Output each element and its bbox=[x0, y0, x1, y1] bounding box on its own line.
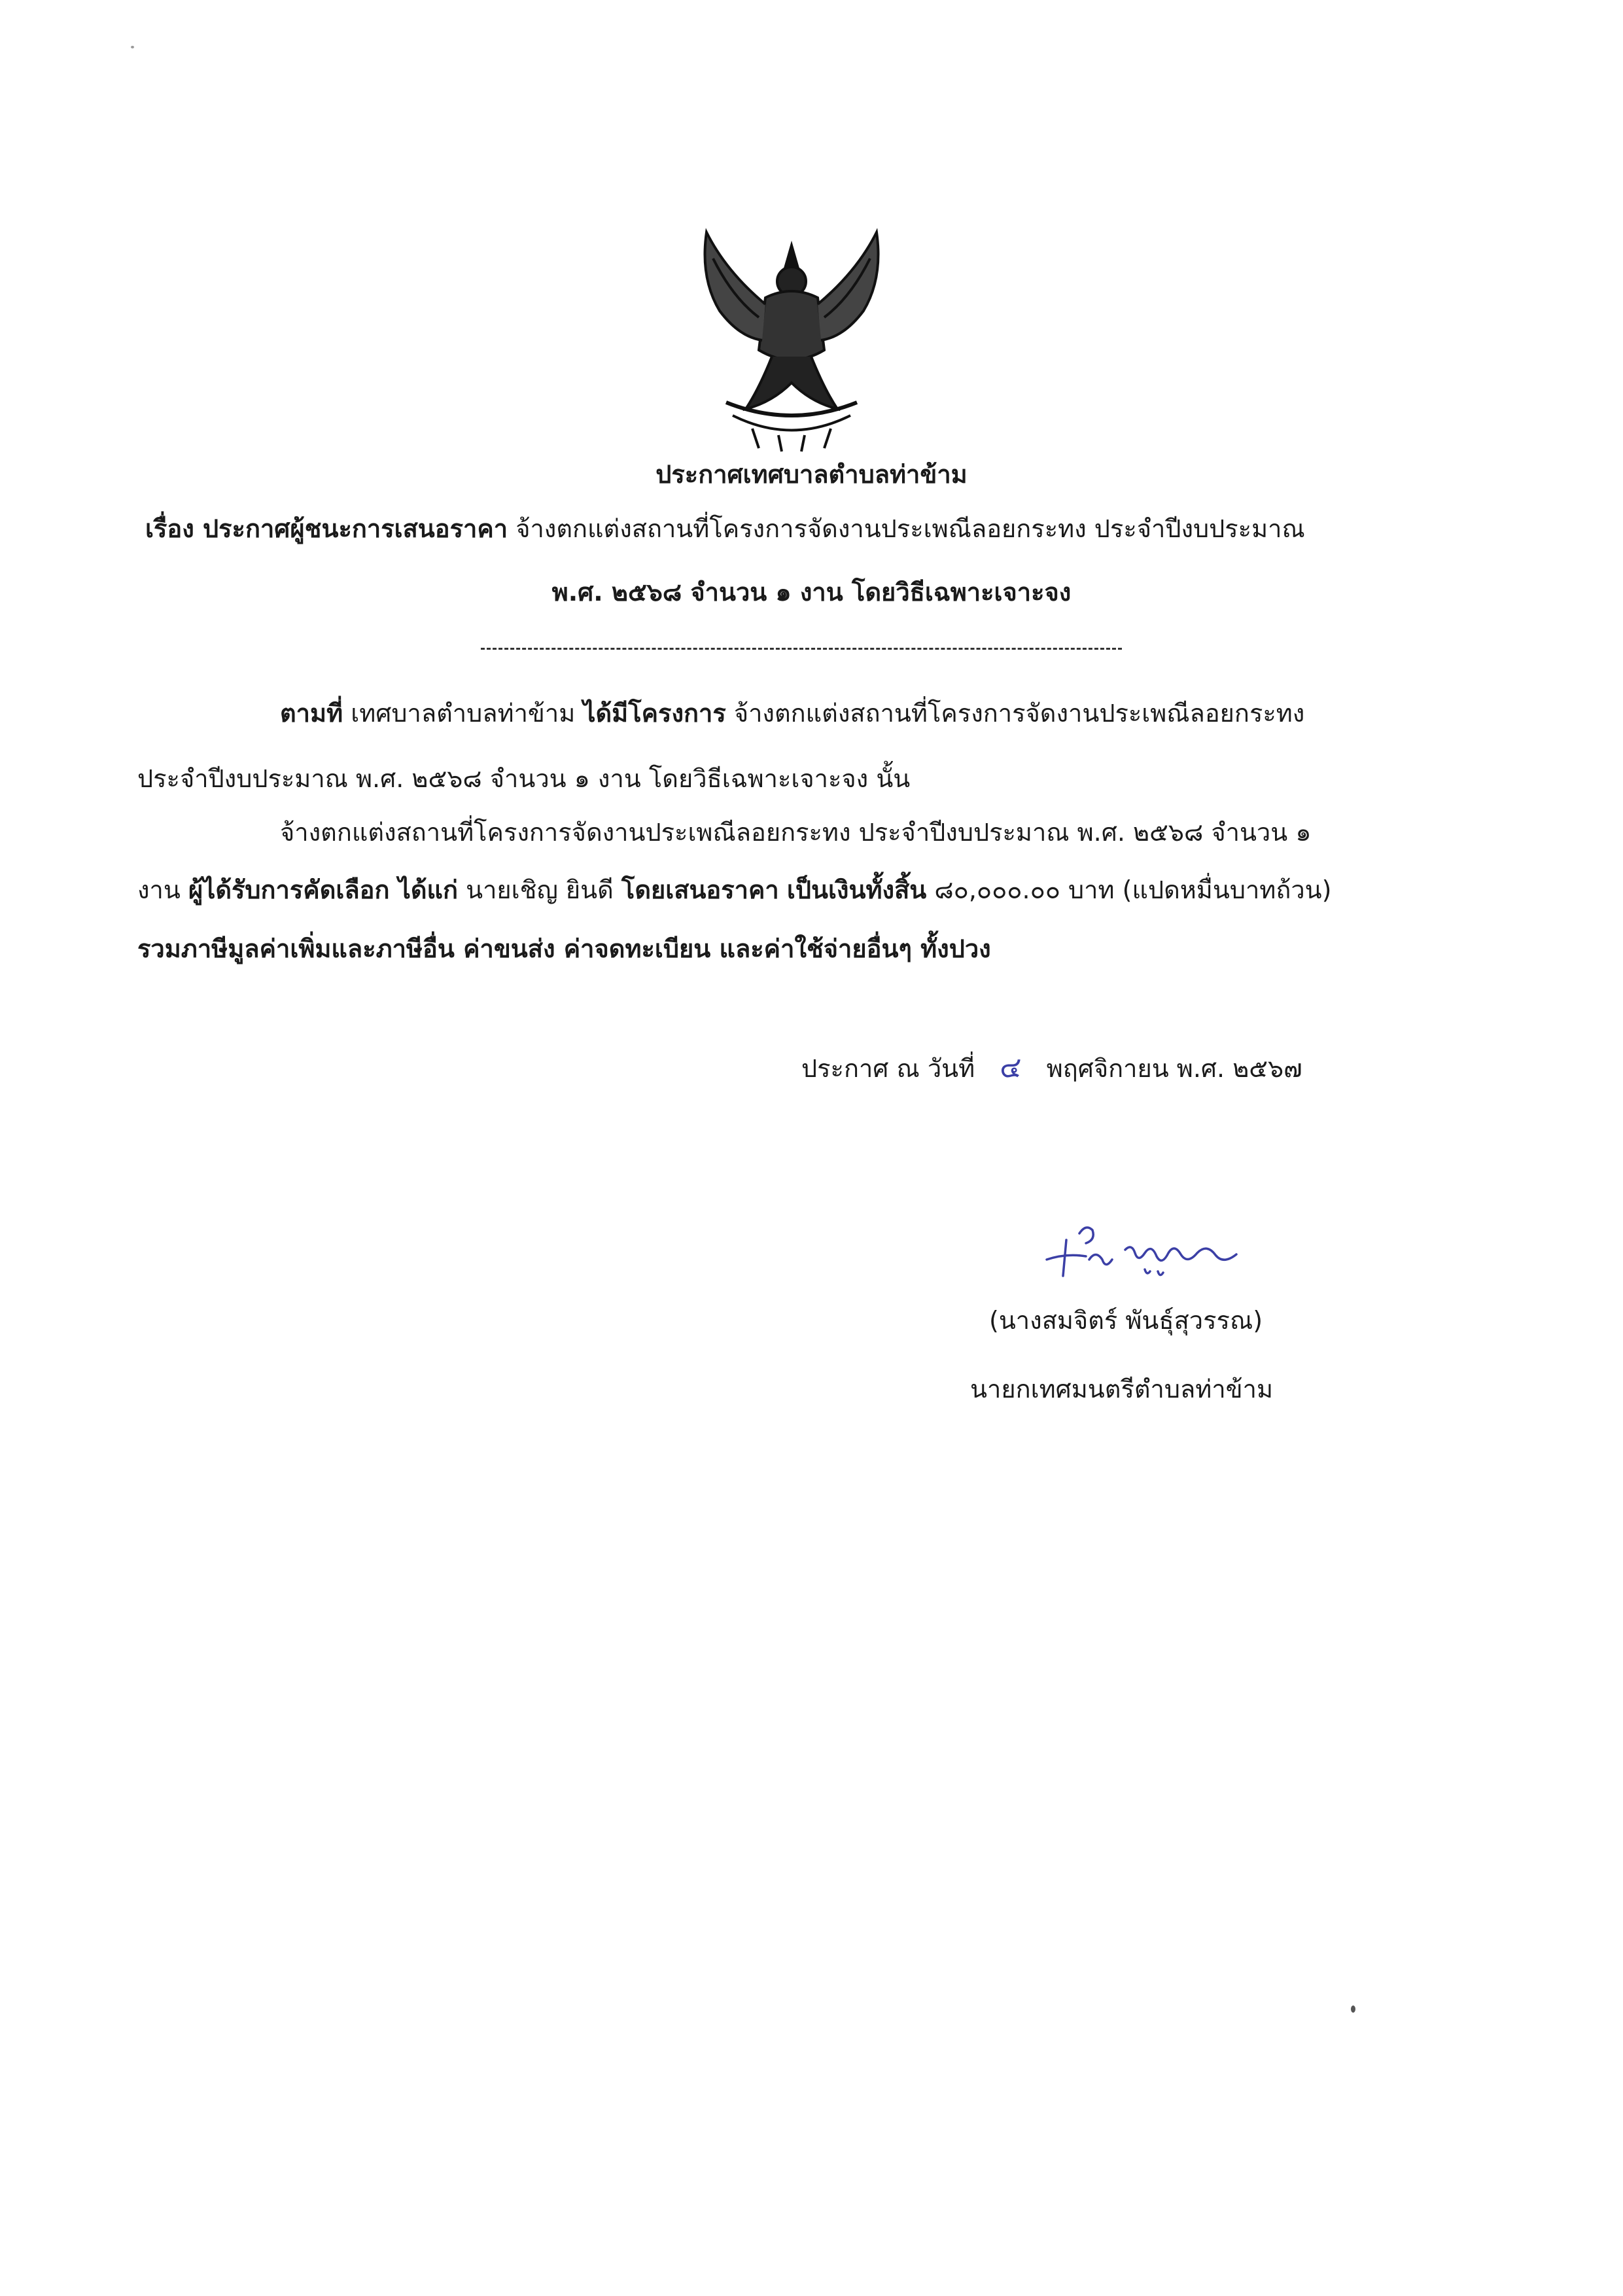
para2-amount: ๘๐,๐๐๐.๐๐ บาท (แปดหมื่นบาทถ้วน) bbox=[926, 875, 1332, 904]
para2-winner-name: นายเชิญ ยินดี bbox=[458, 875, 621, 904]
para1-project-label: ได้มีโครงการ bbox=[583, 699, 726, 728]
signer-position: นายกเทศมนตรีตำบลท่าข้าม bbox=[970, 1375, 1274, 1404]
scan-speck bbox=[1351, 2005, 1355, 2013]
date-prefix: ประกาศ ณ วันที่ bbox=[801, 1054, 975, 1083]
document-title: ประกาศเทศบาลตำบลท่าข้าม bbox=[655, 460, 968, 489]
handwritten-signature bbox=[1040, 1214, 1256, 1286]
divider bbox=[481, 648, 1122, 650]
subject-text: จ้างตกแต่งสถานที่โครงการจัดงานประเพณีลอยกระทง ประจำปีงบประมาณ bbox=[508, 514, 1305, 543]
signer-name: (นางสมจิตร์ พันธุ์สุวรรณ) bbox=[989, 1306, 1263, 1335]
paragraph-2-line-2 bbox=[137, 874, 1331, 906]
paragraph-2-line-1: จ้างตกแต่งสถานที่โครงการจัดงานประเพณีลอยกระทง ประจำปีงบประมาณ พ.ศ. ๒๕๖๘ จำนวน ๑ bbox=[280, 818, 1312, 847]
para2-offer-label: โดยเสนอราคา bbox=[621, 875, 779, 904]
subject-label: เรื่อง ประกาศผู้ชนะการเสนอราคา bbox=[145, 514, 508, 543]
paragraph-1-line-2: ประจำปีงบประมาณ พ.ศ. ๒๕๖๘ จำนวน ๑ งาน โดยวิธีเฉพาะเจาะจง นั้น bbox=[137, 764, 911, 793]
para2-work: งาน bbox=[137, 875, 188, 904]
para2-selected-label: ผู้ได้รับการคัดเลือก ได้แก่ bbox=[188, 875, 459, 904]
garuda-emblem-icon bbox=[687, 219, 896, 455]
announcement-date bbox=[801, 1051, 1302, 1085]
para2-total-label: เป็นเงินทั้งสิ้น bbox=[786, 875, 927, 904]
para1-lead: ตามที่ bbox=[280, 699, 343, 728]
subject-line-2: พ.ศ. ๒๕๖๘ จำนวน ๑ งาน โดยวิธีเฉพาะเจาะจง bbox=[551, 578, 1072, 607]
paragraph-1-line-1 bbox=[280, 697, 1304, 730]
spacer bbox=[779, 875, 787, 904]
paragraph-2-line-3: รวมภาษีมูลค่าเพิ่มและภาษีอื่น ค่าขนส่ง ค่าจดทะเบียน และค่าใช้จ่ายอื่นๆ ทั้งปวง bbox=[137, 934, 991, 963]
date-day-handwritten: ๔ bbox=[1000, 1051, 1022, 1084]
scan-speck bbox=[131, 46, 134, 48]
date-month-year: พฤศจิกายน พ.ศ. ๒๕๖๗ bbox=[1046, 1054, 1302, 1083]
para1-org: เทศบาลตำบลท่าข้าม bbox=[343, 699, 584, 728]
para1-project: จ้างตกแต่งสถานที่โครงการจัดงานประเพณีลอยกระทง bbox=[725, 699, 1305, 728]
subject-line-1 bbox=[145, 512, 1305, 545]
